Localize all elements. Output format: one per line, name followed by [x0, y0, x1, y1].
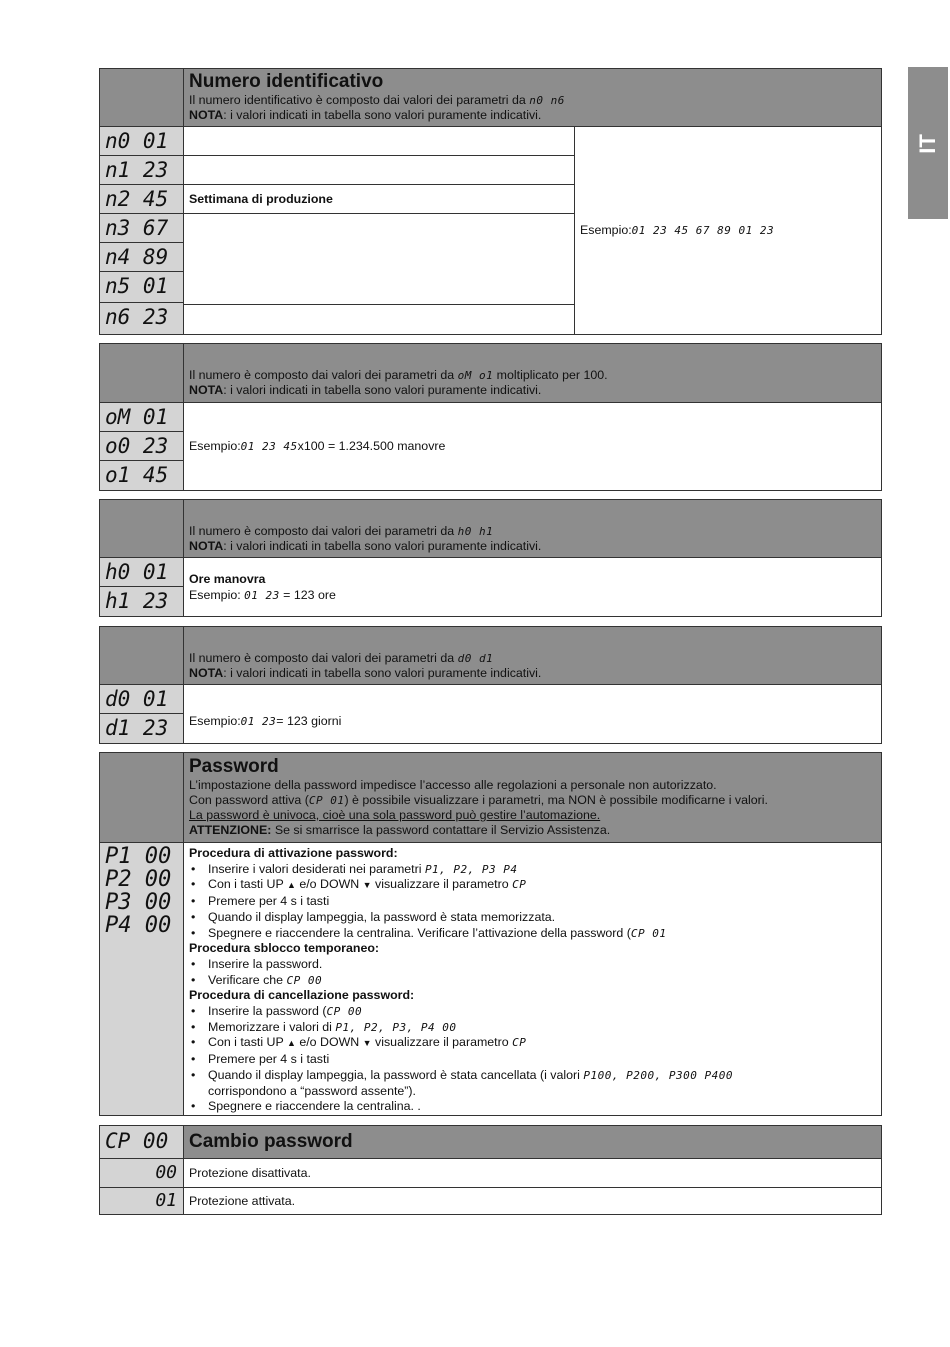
- password-desc: L’impostazione della password impedisce l’accesso alle regolazioni a personale non autorizzato.: [189, 778, 717, 792]
- inline-code: CP: [512, 1036, 527, 1050]
- table-header: [100, 753, 881, 843]
- display-code: d0 01: [100, 685, 183, 714]
- example-label: Esempio:: [189, 438, 241, 453]
- step-text: Con i tasti UP: [208, 1035, 287, 1050]
- inline-code: CP 01: [630, 926, 667, 940]
- table-header: [100, 627, 881, 685]
- code-column: [100, 127, 184, 334]
- param-range: h0 h1: [457, 525, 494, 538]
- up-arrow-icon: ▲: [286, 880, 296, 891]
- hours-label: Ore manovra: [189, 572, 266, 586]
- display-code: oM 01: [100, 403, 183, 432]
- example-code: 01 23 45: [240, 439, 298, 453]
- list-item: [189, 1035, 876, 1052]
- hours-table: [99, 499, 882, 617]
- inline-code: P1, P2, P3, P4 00: [335, 1020, 457, 1034]
- param-range: d0 d1: [457, 652, 494, 665]
- down-arrow-icon: ▼: [362, 1038, 372, 1049]
- display-code: n5 01: [100, 272, 183, 303]
- delete-title: Procedura di cancellazione password:: [189, 988, 415, 1003]
- display-code: n2 45: [100, 185, 183, 214]
- maneuver-count-table: [99, 343, 882, 491]
- list-item: • Spegnere e riaccendere la centralina. .: [189, 1099, 876, 1115]
- note-label: NOTA: [189, 539, 224, 553]
- section-title: Password: [189, 756, 279, 777]
- desc-text: Il numero identificativo è composto dai valori dei parametri da: [189, 93, 530, 107]
- display-code: h1 23: [105, 589, 169, 613]
- step-text: Inserire la password (: [208, 1004, 327, 1019]
- language-tab: [908, 67, 948, 219]
- step-text: Inserire i valori desiderati nei parametri: [208, 861, 425, 876]
- list-item: [189, 877, 876, 894]
- option-code: 00: [155, 1162, 177, 1183]
- display-code: P3 00: [105, 890, 172, 915]
- days-table: [99, 626, 882, 744]
- inline-code: CP 00: [286, 973, 323, 987]
- example-result: x100 = 1.234.500 manovre: [297, 438, 446, 453]
- example-code: 01 23: [244, 588, 280, 602]
- display-code: n0 01: [100, 127, 183, 156]
- display-code: CP 00: [105, 1129, 169, 1153]
- step-text: Verificare che: [208, 972, 287, 987]
- id-number-table: [99, 68, 882, 335]
- example-code: 01 23 45 67 89 01 23: [631, 223, 775, 237]
- option-code: 01: [155, 1190, 177, 1211]
- table-header: [100, 69, 881, 127]
- list-item: • Inserire la password.: [189, 957, 876, 973]
- change-password-table: [99, 1125, 882, 1215]
- example-cell: [575, 127, 881, 334]
- section-title: Cambio password: [189, 1131, 353, 1152]
- note-label: NOTA: [189, 108, 224, 122]
- list-item: • Premere per 4 s i tasti: [189, 1052, 876, 1068]
- note-label: NOTA: [189, 383, 224, 397]
- inline-code: CP 00: [326, 1005, 363, 1019]
- list-item: [189, 1004, 876, 1020]
- list-item: [189, 1068, 876, 1099]
- password-table: [99, 752, 882, 1116]
- param-range: n0 n6: [529, 94, 565, 107]
- step-text: visualizzare il parametro: [371, 1035, 513, 1050]
- step-text: e/o DOWN: [295, 877, 363, 892]
- desc-text: Il numero è composto dai valori dei parametri da: [189, 524, 458, 538]
- step-text: corrispondono a “password assente”).: [208, 1083, 416, 1098]
- note-text: : i valori indicati in tabella sono valori puramente indicativi.: [223, 108, 542, 122]
- desc-text-post: ) è possibile visualizzare i parametri, ma NON è possibile modificarne i valori.: [344, 793, 768, 807]
- param-range: oM o1: [457, 369, 494, 382]
- unique-password-note: La password è univoca, cioè una sola password può gestire l’automazione.: [189, 808, 601, 822]
- list-item: • Premere per 4 s i tasti: [189, 894, 876, 910]
- table-header: [100, 344, 881, 403]
- desc-text-post: moltiplicato per 100.: [493, 368, 608, 382]
- list-item: [189, 1020, 876, 1036]
- unlock-steps: [189, 957, 876, 988]
- note-text: : i valori indicati in tabella sono valori puramente indicativi.: [223, 539, 542, 553]
- inline-code: P100, P200, P300 P400: [583, 1068, 733, 1082]
- up-arrow-icon: ▲: [286, 1038, 296, 1049]
- temporary-unlock-title: Procedura sblocco temporaneo:: [189, 941, 380, 956]
- option-description: Protezione attivata.: [189, 1194, 296, 1208]
- table-header: [100, 500, 881, 558]
- desc-text: Il numero è composto dai valori dei parametri da: [189, 651, 458, 665]
- inline-code: P1, P2, P3 P4: [424, 862, 518, 876]
- step-text: Memorizzare i valori di: [208, 1019, 336, 1034]
- step-text: Spegnere e riaccendere la centralina. Verificare l’attivazione della password (: [208, 925, 631, 940]
- display-code: P4 00: [105, 913, 172, 938]
- activation-steps: [189, 862, 876, 942]
- table-header: [100, 1126, 881, 1159]
- activation-title: Procedura di attivazione password:: [189, 846, 398, 860]
- example-cell: [184, 403, 881, 490]
- desc-text: Con password attiva (: [189, 793, 309, 807]
- delete-steps: [189, 1004, 876, 1115]
- note-label: NOTA: [189, 666, 224, 680]
- list-item: [189, 973, 876, 989]
- step-text: Quando il display lampeggia, la password è stata cancellata (i valori: [208, 1067, 584, 1082]
- step-text: e/o DOWN: [295, 1035, 363, 1050]
- language-label: IT: [915, 134, 940, 154]
- code-column: [100, 843, 184, 1115]
- step-text: Con i tasti UP: [208, 877, 287, 892]
- code-column: [100, 558, 184, 616]
- example-label: Esempio:: [580, 222, 632, 237]
- warning-label: ATTENZIONE:: [189, 823, 272, 837]
- inline-code: CP 01: [308, 794, 345, 807]
- display-code: d1 23: [105, 716, 169, 740]
- example-result: = 123 ore: [279, 587, 336, 602]
- display-code: n4 89: [100, 243, 183, 272]
- procedures: [184, 843, 881, 1115]
- example-code: 01 23: [240, 715, 277, 729]
- display-code: n1 23: [100, 156, 183, 185]
- down-arrow-icon: ▼: [362, 880, 372, 891]
- note-text: : i valori indicati in tabella sono valori puramente indicativi.: [223, 666, 542, 680]
- display-code: o1 45: [105, 463, 169, 487]
- display-code: P1 00: [105, 844, 172, 869]
- example-result: = 123 giorni: [276, 714, 342, 729]
- example-cell: [184, 558, 881, 616]
- list-item: • Quando il display lampeggia, la password è stata memorizzata.: [189, 910, 876, 926]
- inline-code: CP: [512, 878, 527, 892]
- display-code: o0 23: [100, 432, 183, 461]
- step-text: visualizzare il parametro: [371, 877, 513, 892]
- display-code: h0 01: [100, 558, 183, 587]
- display-code: n3 67: [100, 214, 183, 243]
- section-title: Numero identificativo: [189, 71, 384, 92]
- warning-text: Se si smarrisce la password contattare il Servizio Assistenza.: [271, 823, 611, 837]
- list-item: [189, 926, 876, 942]
- code-column: [100, 685, 184, 743]
- production-week-label: Settimana di produzione: [189, 192, 333, 206]
- example-label: Esempio:: [189, 714, 241, 729]
- list-item: [189, 862, 876, 878]
- example-cell: [184, 685, 881, 743]
- example-label: Esempio:: [189, 587, 245, 602]
- display-code: n6 23: [105, 305, 169, 329]
- option-description: Protezione disattivata.: [189, 1166, 311, 1180]
- desc-text: Il numero è composto dai valori dei parametri da: [189, 368, 458, 382]
- code-column: [100, 403, 184, 490]
- display-code: P2 00: [105, 867, 172, 892]
- note-text: : i valori indicati in tabella sono valori puramente indicativi.: [223, 383, 542, 397]
